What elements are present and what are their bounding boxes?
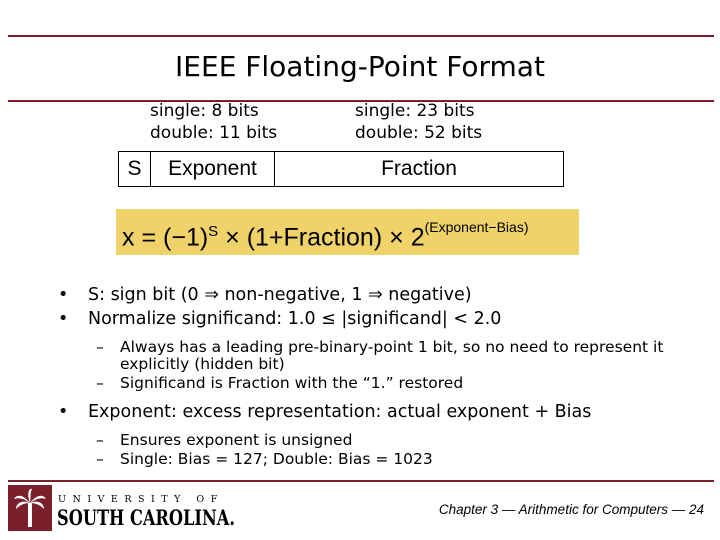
bullet-item: • Normalize significand: 1.0 ≤ |significand| < 2.0 <box>58 309 502 329</box>
fraction-size-single: single: 23 bits <box>355 101 475 121</box>
slide-title: IEEE Floating-Point Format <box>175 50 545 83</box>
exponent-size-label <box>150 100 277 144</box>
chapter-footer: Chapter 3 — Arithmetic for Computers — 24 <box>438 502 704 517</box>
formula-box <box>116 209 579 255</box>
bullet-dot-icon: • <box>58 402 69 422</box>
formula-two: 2 <box>410 223 425 252</box>
dash-icon: – <box>96 338 104 356</box>
formula-times-1: × <box>225 223 240 252</box>
footer-rule <box>8 480 714 482</box>
bullet-dot-icon: • <box>58 285 69 305</box>
formula-mantissa: (1+Fraction) <box>246 223 383 252</box>
dash-icon: – <box>96 374 104 392</box>
formula-eq: = <box>141 223 157 252</box>
university-logo <box>8 485 240 533</box>
sub-bullet-item: – Significand is Fraction with the “1.” restored <box>96 374 464 392</box>
sub-bullet-item: – Ensures exponent is unsigned <box>96 431 353 449</box>
formula-exponent: (Exponent−Bias) <box>424 219 529 236</box>
palmetto-icon <box>8 485 240 533</box>
exponent-field: Exponent <box>151 152 275 186</box>
formula-sign-exp: S <box>208 223 219 240</box>
logo-bottom-text: SOUTH CAROLINA. <box>57 505 235 530</box>
logo-top-text: UNIVERSITY OF <box>58 494 224 505</box>
fraction-field: Fraction <box>381 157 457 180</box>
sub-bullet-item: – Always has a leading pre-binary-point 1 bit, so no need to represent it explicitly (hidden bit) <box>96 338 664 373</box>
format-diagram <box>118 151 564 187</box>
bullet-item: • S: sign bit (0 ⇒ non-negative, 1 ⇒ negative) <box>58 285 472 305</box>
formula-base: (−1) <box>163 223 209 252</box>
top-rule <box>8 35 714 37</box>
bullet-item: • Exponent: excess representation: actual exponent + Bias <box>58 402 592 422</box>
bullet-dot-icon: • <box>58 309 69 329</box>
fraction-size-label <box>355 100 482 144</box>
dash-icon: – <box>96 431 104 449</box>
formula-times-2: × <box>389 223 404 252</box>
dash-icon: – <box>96 450 104 468</box>
sub-bullet-item: – Single: Bias = 127; Double: Bias = 1023 <box>96 450 433 468</box>
exponent-size-single: single: 8 bits <box>150 101 259 121</box>
fraction-size-double: double: 52 bits <box>355 123 483 143</box>
bullet-list <box>58 283 708 468</box>
sign-field: S <box>119 152 151 186</box>
formula-lhs: x <box>122 223 135 252</box>
exponent-size-double: double: 11 bits <box>150 123 278 143</box>
